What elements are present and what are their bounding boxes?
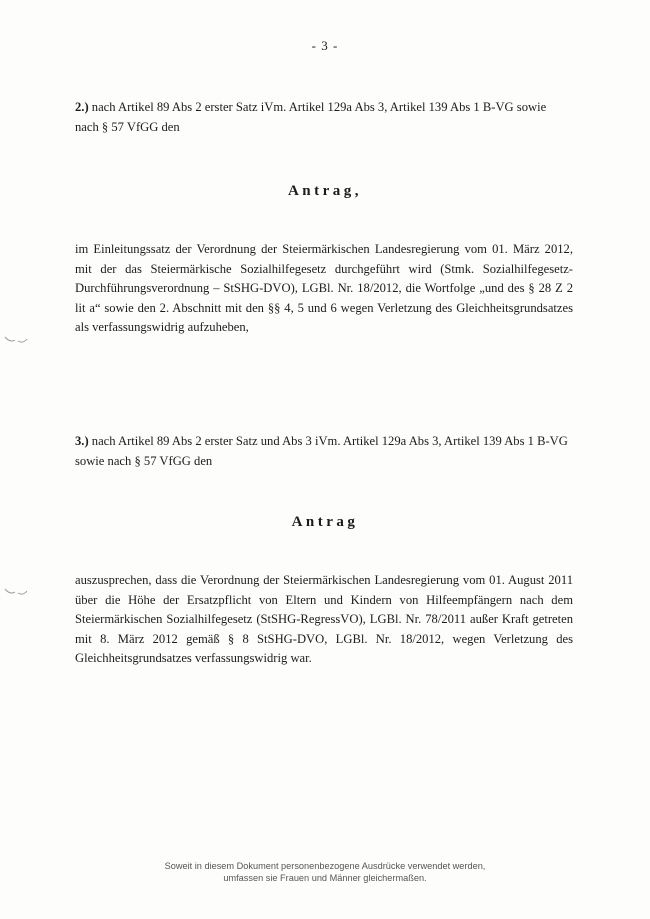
section-3-number: 3.) (75, 434, 89, 448)
section-3-intro (75, 432, 573, 471)
footer-line-1: Soweit in diesem Dokument personenbezogene Ausdrücke verwendet werden, (164, 861, 486, 871)
section-2-heading: Antrag, (287, 183, 363, 199)
punch-hole-mark-upper (4, 336, 28, 344)
page-number: - 3 - (311, 38, 339, 53)
section-3-body: auszusprechen, dass die Verordnung der Steiermärkischen Landesregierung vom 01. August 2011 über die Höhe der Ersatzpflicht von Eltern und Kindern von Hilfeempfängern nach dem Steiermärkischen Sozialhilfegesetz (StSHG-RegressVO), LGBl. Nr. 78/2011 außer Kraft getreten mit 8. März 2012 gemäß § 8 StSHG-DVO, LGBl. Nr. 18/2012, wegen Verletzung des Gleichheitsgrundsatzes verfassungswidrig war. (75, 573, 573, 665)
section-3-intro-text: nach Artikel 89 Abs 2 erster Satz und Abs 3 iVm. Artikel 129a Abs 3, Artikel 139 Abs 1 B-VG sowie nach § 57 VfGG den (75, 434, 568, 468)
section-2-intro (75, 98, 573, 137)
section-2-intro-text: nach Artikel 89 Abs 2 erster Satz iVm. Artikel 129a Abs 3, Artikel 139 Abs 1 B-VG sowie nach § 57 VfGG den (75, 100, 547, 134)
footer-line-2: umfassen sie Frauen und Männer gleichermaßen. (223, 873, 427, 883)
section-2-number: 2.) (75, 100, 89, 114)
section-2-body: im Einleitungssatz der Verordnung der Steiermärkischen Landesregierung vom 01. März 2012, mit der das Steiermärkische Sozialhilfegesetz durchgeführt wird (Stmk. Sozialhilfegesetz-Durchführungsverordnung – StSHG-DVO), LGBl. Nr. 18/2012, die Wortfolge „und des § 28 Z 2 lit a“ sowie den 2. Abschnitt mit den §§ 4, 5 und 6 wegen Verletzung des Gleichheitsgrundsatzes als verfassungswidrig aufzuheben, (75, 242, 573, 334)
section-3-heading: Antrag (291, 514, 359, 530)
page-footer (0, 860, 650, 884)
punch-hole-mark-lower (4, 588, 28, 596)
